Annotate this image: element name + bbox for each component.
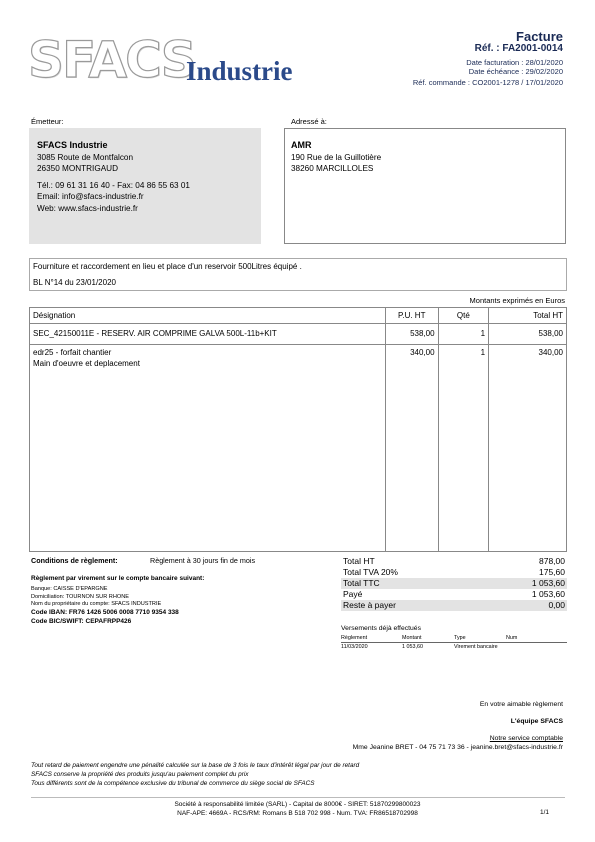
team-signature: L'équipe SFACS bbox=[510, 718, 563, 725]
recipient-label: Adressé à: bbox=[291, 117, 327, 126]
paid-label: Payé bbox=[343, 589, 363, 599]
legal-line2: SFACS conserve la propriété des produits jusqu'au paiement complet du prix bbox=[31, 771, 249, 778]
remaining-value: 0,00 bbox=[548, 600, 565, 610]
recipient-address-line1: 190 Rue de la Guillotière bbox=[291, 152, 382, 162]
bank-details bbox=[31, 586, 161, 609]
row-designation-main: edr25 - forfait chantier bbox=[33, 348, 112, 357]
row-unit-price: 340,00 bbox=[385, 345, 438, 552]
bic: Code BIC/SWIFT: CEPAFRPP426 bbox=[31, 618, 132, 625]
row-designation-detail: Main d'oeuvre et deplacement bbox=[33, 359, 140, 368]
iban: Code IBAN: FR76 1426 5006 0008 7710 9354 338 bbox=[31, 609, 179, 616]
total-ttc-label: Total TTC bbox=[343, 578, 380, 588]
total-ht-label: Total HT bbox=[343, 556, 375, 566]
row-unit-price: 538,00 bbox=[385, 324, 438, 345]
sender-box bbox=[29, 128, 261, 244]
payments-header-type: Type bbox=[454, 634, 506, 643]
closing-greeting: En votre aimable règlement bbox=[479, 701, 563, 708]
currency-note: Montants exprimés en Euros bbox=[469, 296, 565, 305]
row-total: 340,00 bbox=[489, 345, 567, 552]
payment-terms-label: Conditions de règlement: bbox=[31, 556, 118, 565]
total-ht-row bbox=[341, 556, 567, 567]
table-row bbox=[30, 324, 567, 345]
invoice-subject bbox=[29, 258, 567, 291]
account-owner: Nom du propriétaire du compte: SFACS INDUSTRIE bbox=[31, 601, 162, 607]
invoice-title: Facture bbox=[516, 29, 563, 44]
sender-email: Email: info@sfacs-industrie.fr bbox=[37, 192, 144, 201]
recipient-address-line2: 38260 MARCILLOLES bbox=[291, 164, 374, 173]
footer-registration-info: NAF-APE: 4669A - RCS/RM: Romans B 518 702 998 - Num. TVA: FR86518702998 bbox=[177, 810, 418, 817]
payments-made bbox=[341, 625, 567, 651]
row-designation: SEC_42150011E - RESERV. AIR COMPRIME GALVA 500L-11b+KIT bbox=[30, 324, 386, 345]
order-ref: Réf. commande : CO2001-1278 / 17/01/2020 bbox=[412, 78, 563, 87]
footer-divider bbox=[31, 797, 565, 798]
payments-title: Versements déjà effectués bbox=[341, 625, 421, 632]
table-row bbox=[341, 643, 567, 652]
header-designation: Désignation bbox=[30, 308, 386, 324]
payment-date: 11/03/2020 bbox=[341, 644, 368, 650]
total-ttc-value: 1 053,60 bbox=[531, 578, 565, 588]
payments-header-num: Num bbox=[506, 634, 567, 643]
header-quantity: Qté bbox=[438, 308, 489, 324]
recipient-box bbox=[284, 128, 566, 244]
header-unit-price: P.U. HT bbox=[385, 308, 438, 324]
total-tva-row bbox=[341, 567, 567, 578]
bank-domiciliation: Domiciliation: TOURNON SUR RHONE bbox=[31, 593, 130, 600]
table-row bbox=[30, 345, 567, 552]
logo-suffix: Industrie bbox=[186, 56, 293, 86]
payment-amount: 1 053,60 bbox=[402, 644, 423, 650]
legal-notes bbox=[31, 761, 359, 788]
total-tva-value: 175,60 bbox=[539, 567, 565, 577]
bank-name: Banque: CAISSE D'EPARGNE bbox=[31, 586, 108, 592]
accounting-service: Notre service comptable bbox=[489, 735, 563, 742]
row-total: 538,00 bbox=[489, 324, 567, 345]
invoice-date: Date facturation : 28/01/2020 bbox=[466, 58, 563, 67]
paid-value: 1 053,60 bbox=[531, 589, 565, 599]
payments-header-amount: Montant bbox=[402, 634, 454, 643]
remaining-label: Reste à payer bbox=[343, 600, 396, 610]
legal-line1: Tout retard de paiement engendre une pénalité calculée sur la base de 3 fois le taux d'intérêt légal par jour de retard bbox=[31, 762, 360, 769]
accounting-contact: Mme Jeanine BRET - 04 75 71 73 36 - jeanine.bret@sfacs-industrie.fr bbox=[352, 744, 563, 751]
page-number: 1/1 bbox=[539, 809, 549, 816]
legal-line3: Tous différents sont de la compétence exclusive du tribunal de commerce du siège social de SFACS bbox=[31, 780, 315, 787]
payments-header-date: Règlement bbox=[341, 634, 402, 643]
recipient-name: AMR bbox=[291, 140, 312, 150]
total-tva-label: Total TVA 20% bbox=[343, 567, 398, 577]
total-ttc-row bbox=[341, 578, 567, 589]
row-designation bbox=[30, 345, 386, 552]
subject-line1: Fourniture et raccordement en lieu et place d'un reservoir 500Litres équipé . bbox=[33, 262, 302, 271]
items-table bbox=[29, 307, 567, 552]
sender-label: Émetteur: bbox=[31, 117, 64, 126]
company-logo bbox=[28, 30, 318, 90]
payment-terms-value: Règlement à 30 jours fin de mois bbox=[150, 556, 256, 565]
row-quantity: 1 bbox=[438, 324, 489, 345]
sender-address-line1: 3085 Route de Montfalcon bbox=[37, 152, 134, 162]
table-bottom bbox=[30, 552, 567, 553]
row-quantity: 1 bbox=[438, 345, 489, 552]
totals-block bbox=[341, 556, 567, 611]
payment-type: Virement bancaire bbox=[453, 644, 498, 650]
transfer-title: Règlement par virement sur le compte bancaire suivant: bbox=[31, 575, 205, 582]
sender-phone: Tél.: 09 61 31 16 40 - Fax: 04 86 55 63 01 bbox=[37, 180, 190, 190]
subject-line2: BL N°14 du 23/01/2020 bbox=[33, 278, 116, 287]
payment-num bbox=[506, 643, 567, 652]
paid-row bbox=[341, 589, 567, 600]
invoice-ref: Réf. : FA2001-0014 bbox=[474, 43, 563, 54]
due-date: Date échéance : 29/02/2020 bbox=[468, 67, 563, 76]
sender-name: SFACS Industrie bbox=[37, 140, 108, 150]
remaining-row bbox=[341, 600, 567, 611]
sender-web: Web: www.sfacs-industrie.fr bbox=[37, 203, 138, 213]
total-ht-value: 878,00 bbox=[539, 556, 565, 566]
header-total: Total HT bbox=[489, 308, 567, 324]
sender-address-line2: 26350 MONTRIGAUD bbox=[37, 164, 118, 173]
table-header bbox=[30, 308, 567, 324]
payments-table bbox=[341, 634, 567, 651]
logo-brand: SFACS bbox=[28, 31, 195, 89]
footer-company-info: Société à responsabilité limitée (SARL) - Capital de 8000€ - SIRET: 51870299800023 bbox=[174, 801, 421, 808]
